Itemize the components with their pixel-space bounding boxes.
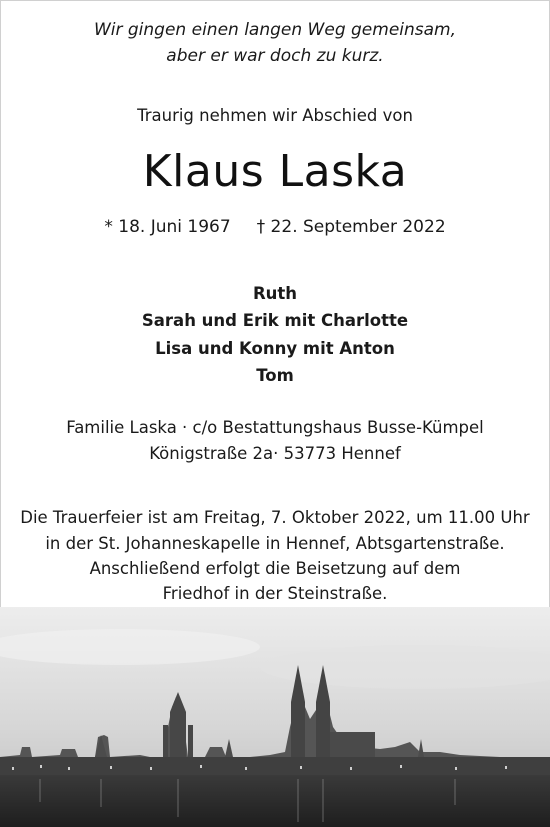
deceased-name: Klaus Laska bbox=[142, 146, 408, 197]
ceremony-line-2: in der St. Johanneskapelle in Hennef, Abtsgartenstraße. bbox=[45, 534, 505, 553]
mourner-4: Tom bbox=[256, 366, 294, 385]
mourner-3: Lisa und Konny mit Anton bbox=[155, 339, 395, 358]
quote-line-1: Wir gingen einen langen Weg gemeinsam, bbox=[93, 20, 457, 40]
intro-text: Traurig nehmen wir Abschied von bbox=[137, 106, 413, 125]
mourner-1: Ruth bbox=[252, 284, 298, 303]
address-line-1: Familie Laska · c/o Bestattungshaus Busse-Kümpel bbox=[66, 418, 484, 437]
life-dates bbox=[0, 217, 550, 237]
quote-line-2: aber er war doch zu kurz. bbox=[166, 46, 384, 66]
birth-date: * 18. Juni 1967 bbox=[104, 217, 231, 237]
cologne-skyline-image bbox=[0, 607, 550, 827]
address-line-2: Königstraße 2a· 53773 Hennef bbox=[149, 444, 401, 463]
ceremony-line-4: Friedhof in der Steinstraße. bbox=[162, 584, 388, 603]
ceremony-line-3: Anschließend erfolgt die Beisetzung auf dem bbox=[89, 559, 461, 578]
ceremony-line-1: Die Trauerfeier ist am Freitag, 7. Oktober 2022, um 11.00 Uhr bbox=[20, 508, 530, 527]
mourner-2: Sarah und Erik mit Charlotte bbox=[141, 311, 409, 330]
death-date: † 22. September 2022 bbox=[256, 217, 446, 237]
